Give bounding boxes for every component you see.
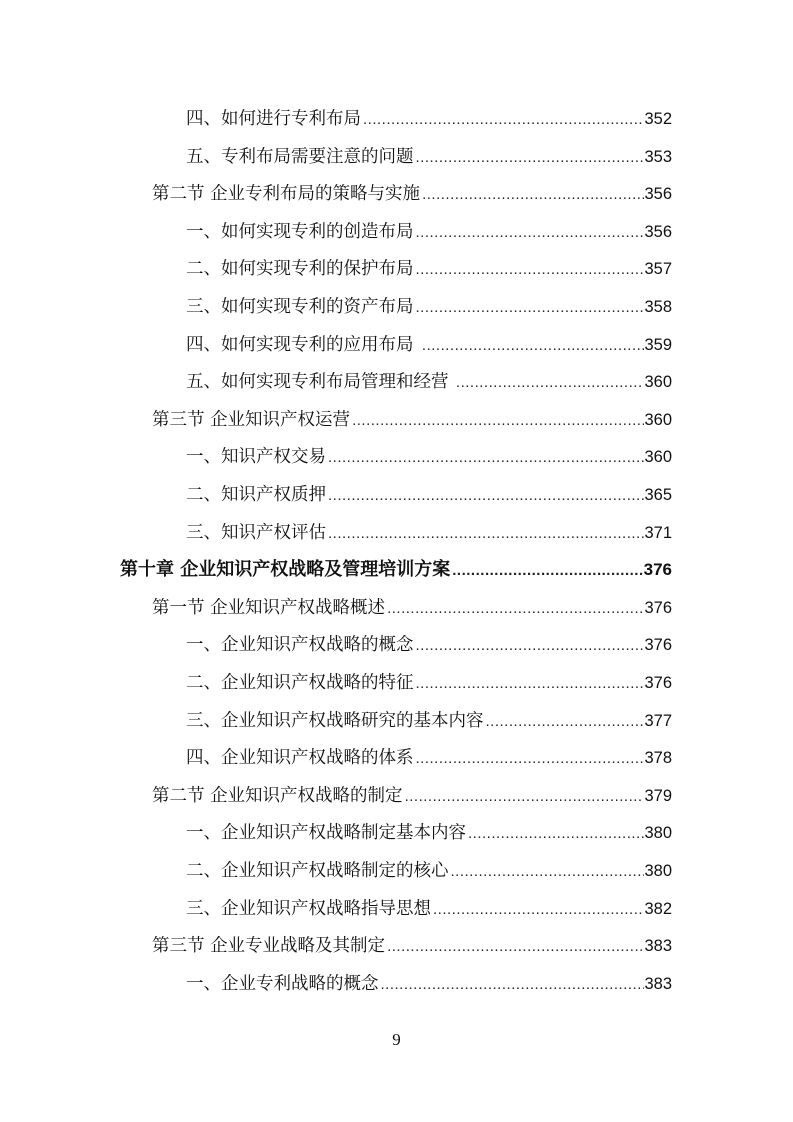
toc-entry-label: 一、知识产权交易 [186,447,326,468]
toc-entry[interactable] [186,969,672,999]
toc-entry-page: 383 [644,974,672,993]
toc-entry[interactable] [186,367,672,397]
toc-entry-label: 四、企业知识产权战略的体系 [186,748,414,769]
toc-leader-dots [420,180,644,210]
toc-entry[interactable] [186,330,672,360]
toc-entry[interactable] [186,292,672,322]
toc-entry-label: 第三节 企业知识产权运营 [152,409,351,430]
toc-entry-page: 358 [644,298,672,316]
toc-entry[interactable] [186,442,672,472]
toc-entry[interactable] [186,706,672,736]
toc-entry-page: 382 [644,899,672,918]
toc-leader-dots [414,255,645,285]
toc-entry-page: 360 [644,410,672,429]
toc-leader-dots [449,857,645,887]
toc-entry[interactable] [152,179,672,209]
toc-chapter-entry[interactable] [120,555,672,585]
toc-entry-page: 379 [644,786,672,805]
toc-entry[interactable] [186,856,672,886]
toc-entry-label: 五、如何实现专利布局管理和经营 [186,372,449,393]
toc-entry[interactable] [152,593,672,623]
toc-entry-page: 360 [644,448,672,467]
toc-entry-label: 第一节 企业知识产权战略概述 [152,597,386,618]
toc-entry-label: 五、专利布局需要注意的问题 [186,146,414,167]
toc-entry-label: 一、如何实现专利的创造布局 [186,221,414,242]
toc-entry-page: 380 [644,862,672,880]
toc-leader-dots [414,218,645,248]
toc-leader-dots [420,331,645,361]
toc-entry-page: 357 [644,260,672,279]
toc-leader-dots [414,631,645,661]
toc-entry-label: 一、企业知识产权战略的概念 [186,635,414,656]
toc-entry-label: 第二节 企业专利布局的策略与实施 [152,184,421,205]
toc-entry-page: 360 [644,373,672,392]
toc-entry-page: 365 [644,486,672,504]
toc-leader-dots [385,594,644,624]
toc-entry-label: 三、企业知识产权战略研究的基本内容 [186,710,484,731]
toc-entry[interactable] [152,931,672,961]
toc-leader-dots [414,293,645,323]
toc-entry-page: 359 [644,335,672,354]
toc-entry[interactable] [186,668,672,698]
toc-entry-page: 353 [644,147,672,166]
toc-entry-page: 377 [644,711,672,730]
toc-leader-dots [379,970,645,1000]
toc-leader-dots [484,707,645,737]
toc-entry-page: 356 [644,185,672,204]
toc-entry[interactable] [186,630,672,660]
toc-entry-label: 四、如何实现专利的应用布局 [186,334,414,355]
toc-entry-label: 第三节 企业专业战略及其制定 [152,936,386,957]
toc-leader-dots [414,744,645,774]
toc-entry-page: 380 [644,824,672,843]
toc-leader-dots [454,368,645,398]
toc-entry-page: 376 [643,560,672,580]
toc-leader-dots [414,143,645,173]
toc-entry-label: 二、知识产权质押 [186,485,326,505]
toc-entry-label: 一、企业知识产权战略制定基本内容 [186,823,466,844]
toc-entry[interactable] [186,217,672,247]
toc-entry-page: 356 [644,222,672,241]
toc-leader-dots [466,819,644,849]
toc-entry[interactable] [152,781,672,811]
toc-entry-label: 第十章 企业知识产权战略及管理培训方案 [120,559,451,581]
toc-entry[interactable] [186,818,672,848]
toc-entry-page: 371 [644,523,672,542]
toc-entry[interactable] [186,142,672,172]
toc-entry-page: 383 [644,937,672,956]
toc-entry-label: 一、企业专利战略的概念 [186,973,379,994]
toc-leader-dots [385,932,644,962]
toc-leader-dots [326,481,644,511]
toc-leader-dots [414,669,645,699]
toc-entry-page: 376 [644,674,672,692]
toc-entry[interactable] [186,254,672,284]
toc-entry[interactable] [186,104,672,134]
toc-entry-page: 376 [644,598,672,617]
toc-entry-label: 二、企业知识产权战略的特征 [186,673,414,693]
toc-leader-dots [450,556,643,586]
toc-entry[interactable] [186,743,672,773]
toc-entry[interactable] [186,518,672,548]
toc-entry-label: 二、如何实现专利的保护布局 [186,259,414,280]
toc-entry-label: 三、企业知识产权战略指导思想 [186,898,431,919]
toc-entry[interactable] [152,405,672,435]
toc-entry-label: 二、企业知识产权战略制定的核心 [186,861,449,881]
toc-leader-dots [326,519,644,549]
page-number: 9 [392,1030,401,1049]
toc-entry-label: 三、知识产权评估 [186,522,326,543]
toc-entry-page: 352 [644,110,672,128]
toc-leader-dots [350,406,644,436]
toc-entry-label: 第二节 企业知识产权战略的制定 [152,785,403,806]
toc-entry[interactable] [186,480,672,510]
toc-leader-dots [403,782,645,812]
toc-entry-page: 376 [644,636,672,655]
toc-leader-dots [326,443,644,473]
toc-entry-label: 三、如何实现专利的资产布局 [186,297,414,317]
toc-entry[interactable] [186,894,672,924]
toc-leader-dots [361,105,644,135]
toc-entry-page: 378 [644,749,672,768]
toc-entry-label: 四、如何进行专利布局 [186,109,361,129]
toc-leader-dots [431,895,644,925]
